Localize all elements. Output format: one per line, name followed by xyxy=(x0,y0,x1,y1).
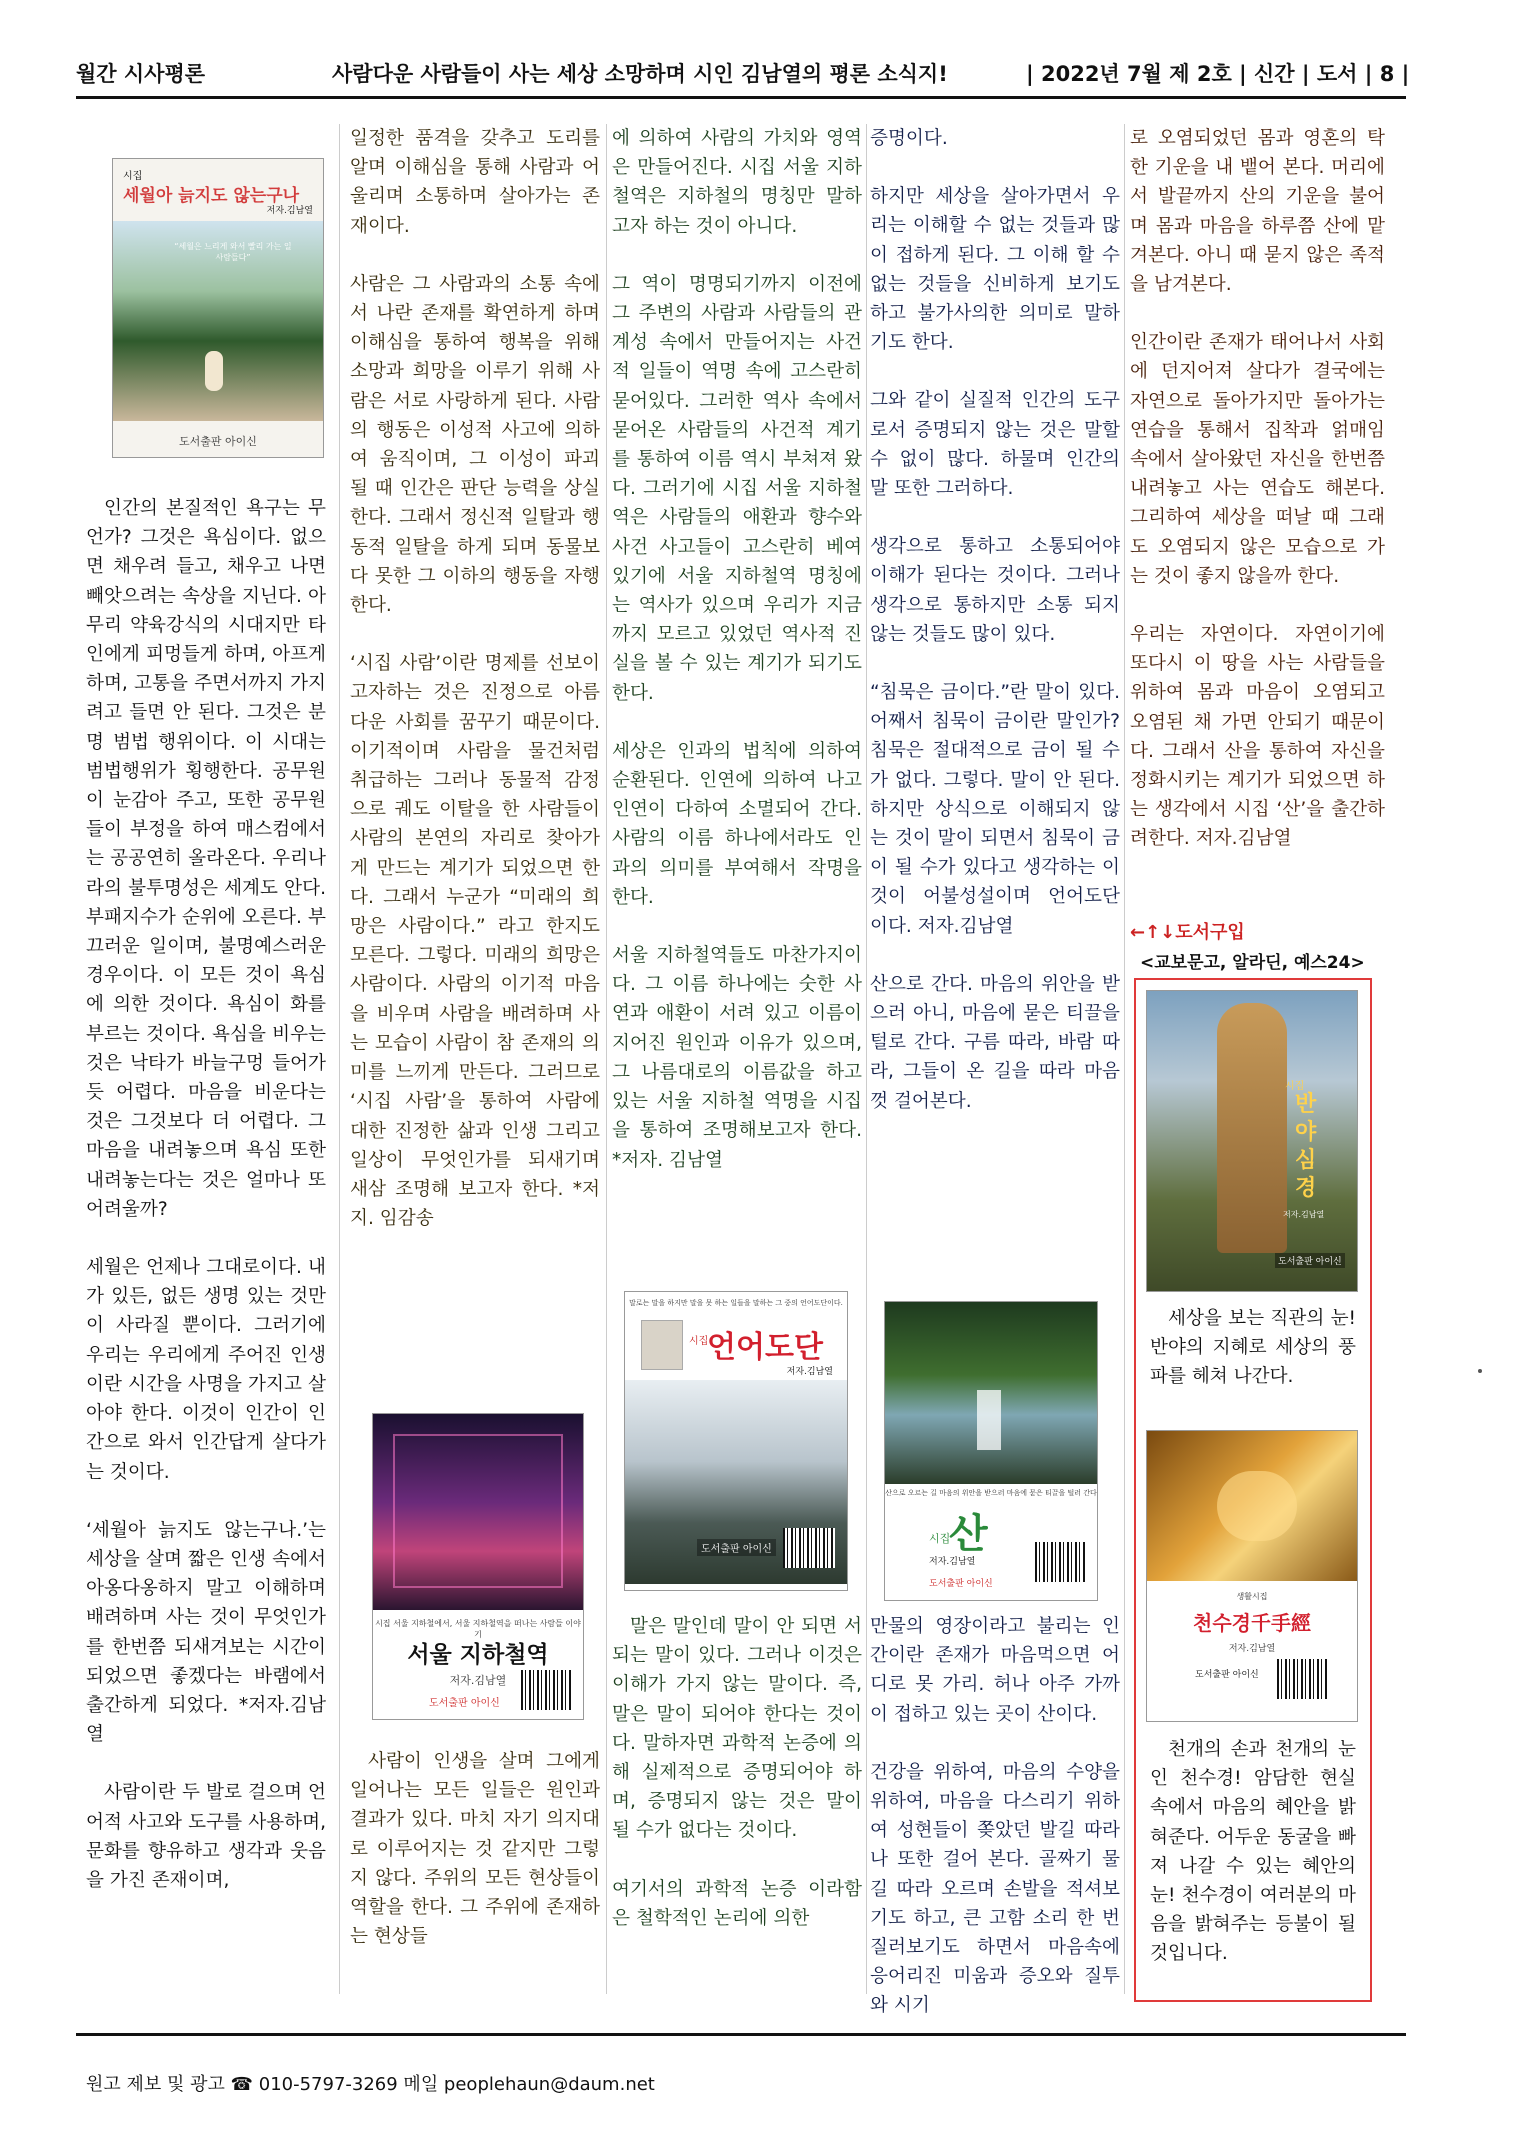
header-tagline: 사람다운 사람들이 사는 세상 소망하며 시인 김남열의 평론 소식지! xyxy=(332,62,948,86)
barcode xyxy=(521,1670,573,1710)
book-tag: 시집 xyxy=(123,171,143,182)
paragraph: 일정한 품격을 갖추고 도리를 알며 이해심을 통해 사람과 어울리며 소통하며 살아가는 존재이다. xyxy=(350,128,600,237)
column-divider xyxy=(339,124,340,1994)
paragraph: 로 오염되었던 몸과 영혼의 탁한 기운을 내 뱉어 본다. 머리에서 발끝까지 산의 기운을 불어며 몸과 마음을 하루쯤 산에 맡겨본다. 아니 때 묻지 않은 족적을 남겨본다. xyxy=(1130,128,1385,296)
paragraph: ‘세월아 늙지도 않는구나.’는 세상을 살며 짧은 인생 속에서 아옹다옹하지 말고 이해하며 배려하며 사는 것이 무엇인가를 한번쯤 되새겨보는 시간이 되었으면 좋겠다는 바램에서 출간하게 되었다. *저자.김남열 xyxy=(86,1519,326,1746)
golden-hand-image xyxy=(1147,1431,1357,1581)
book-publisher: 도서출판 아이신 xyxy=(1275,1253,1345,1268)
book-title: 천수경千手經 xyxy=(1193,1611,1311,1635)
barcode xyxy=(1277,1659,1329,1699)
column-1 xyxy=(86,494,326,1924)
paragraph: 사람이란 두 발로 걸으며 언어적 사고와 도구를 사용하며, 문화를 향유하고 생각과 웃음을 가진 존재이며, xyxy=(86,1782,326,1891)
paragraph: 하지만 세상을 살아가면서 우리는 이해할 수 없는 것들과 많이 접하게 된다. 그 이해 할 수 없는 것들을 신비하게 보기도 하고 불가사의한 의미로 말하기도 한다. xyxy=(870,186,1120,354)
book-author: 저자.김남열 xyxy=(786,1367,833,1377)
walking-woman-figure xyxy=(205,351,223,391)
book-tag: 시집 xyxy=(929,1532,951,1545)
header-rule xyxy=(76,96,1406,99)
paragraph: 세월은 언제나 그대로이다. 내가 있든, 없든 생명 있는 것만이 사라질 뿐이다. 그러기에 우리는 우리에게 주어진 인생이란 시간을 사명을 가지고 살아야 한다. 이것이 인간이 인간으로 와서 인간답게 살다가는 것이다. xyxy=(86,1257,326,1483)
author-photo xyxy=(641,1320,683,1370)
book-publisher: 도서출판 아이신 xyxy=(429,1698,500,1709)
column-5 xyxy=(1130,124,1385,883)
book-title: 서울 지하철역 xyxy=(407,1642,549,1668)
paragraph: 그 역이 명명되기까지 이전에 그 주변의 사람과 사람들의 관계성 속에서 만들어지는 사건적 일들이 역명 속에 고스란히 묻어있다. 그러한 역사 속에서 묻어온 사람들의 사건적 계기를 통하여 이름 역시 부쳐져 왔다. 그러기에 시집 서울 지하철역은 사람들의 애환과 향수와 사건 사고들이 고스란히 베여있기에 서울 지하철역 명칭에는 역사가 있으며 우리가 지금까지 모르고 있었던 역사적 진실을 볼 수 있는 계기가 되기도 한다. xyxy=(612,273,862,704)
book-cover-subway xyxy=(372,1413,584,1720)
paragraph: 그와 같이 실질적 인간의 도구로서 증명되지 않는 것은 말할 수 없이 많다. 하물며 인간의 말 또한 그러하다. xyxy=(870,390,1120,500)
paragraph: 인간이란 존재가 태어나서 사회에 던지어져 살다가 결국에는 자연으로 돌아가지만 돌아가는 연습을 통해서 집착과 얽매임 속에서 살아왔던 자신을 한번쯤 내려놓고 사는 연습도 해본다. 그리하여 세상을 떠날 때 그래도 오염되지 않은 모습으로 가는 것이 좋지 않을까 한다. xyxy=(1130,332,1385,587)
subway-car-outline xyxy=(393,1434,563,1588)
footer-contact: 원고 제보 및 광고 ☎ 010-5797-3269 메일 peoplehaun@daum.net xyxy=(86,2074,655,2095)
page-header xyxy=(76,56,1410,92)
book-title: 반야심경 xyxy=(1295,1092,1317,1201)
paragraph: 증명이다. xyxy=(870,128,948,149)
book-author: 저자.김남열 xyxy=(449,1674,507,1687)
column-divider xyxy=(606,124,607,1994)
column-4-bottom xyxy=(870,1612,1120,2050)
issue-info: | 2022년 7월 제 2호 | 신간 | 도서 | 8 | xyxy=(1026,62,1410,86)
book-tag: 시집 xyxy=(1285,1081,1305,1092)
book-tag: 생활시집 xyxy=(1236,1592,1268,1601)
paragraph: 에 의하여 사람의 가치와 영역은 만들어진다. 시집 서울 지하철역은 지하철의 명칭만 말하고자 하는 것이 아니다. xyxy=(612,128,862,237)
book-purchase-label: ←↑↓도서구입 xyxy=(1130,922,1245,943)
book-subtitle: 산으로 오르는 길 마음의 위안을 받으러 마음에 묻은 티끌을 털러 간다 xyxy=(885,1489,1097,1497)
buddha-figure xyxy=(1217,1003,1287,1253)
banya-caption: 세상을 보는 직관의 눈! 반야의 지혜로 세상의 풍파를 헤쳐 나간다. xyxy=(1150,1308,1356,1388)
publication-name: 월간 시사평론 xyxy=(76,62,206,86)
buddha-statue-image xyxy=(1147,991,1357,1291)
column-3 xyxy=(612,124,862,1204)
column-divider xyxy=(866,124,867,1994)
misty-mountain-image xyxy=(625,1380,847,1584)
book-publisher: 도서출판 아이신 xyxy=(1195,1670,1259,1680)
stray-dot xyxy=(1478,1369,1482,1373)
paragraph: 사람이 인생을 살며 그에게 일어나는 모든 일들은 원인과 결과가 있다. 마치 자기 의지대로 이루어지는 것 같지만 그렇지 않다. 주위의 모든 현상들이 역할을 한다. 그 주위에 존재하는 현상들 xyxy=(350,1751,600,1948)
footer-rule xyxy=(76,2033,1406,2036)
column-4 xyxy=(870,124,1120,1145)
book-cover-eoneodo xyxy=(624,1291,848,1591)
paragraph: 사람은 그 사람과의 소통 속에서 나란 존재를 확연하게 하며 이해심을 통하여 행복을 위해 소망과 희망을 이루기 위해 사람은 서로 사랑하게 된다. 사람의 행동은 이성적 사고에 의하여 움직이며, 그 이성이 파괴 될 때 인간은 판단 능력을 상실한다. 그래서 정신적 일탈과 행동적 일탈을 하게 되며 동물보다 못한 그 이하의 행동을 자행한다. xyxy=(350,273,600,617)
cypress-road-image xyxy=(113,221,323,421)
book-author: 저자.김남열 xyxy=(1228,1644,1276,1654)
book-author: 저자.김남열 xyxy=(1283,1210,1325,1219)
paragraph: 여기서의 과학적 논증 이라함은 철학적인 논리에 의한 xyxy=(612,1878,862,1929)
paragraph: 우리는 자연이다. 자연이기에 또다시 이 땅을 사는 사람들을 위하여 몸과 마음이 오염되고 오염된 채 가면 안되기 때문이다. 그래서 산을 통하여 자신을 정화시키는 계기가 되었으면 하는 생각에서 시집 ‘산’을 출간하려한다. 저자.김남열 xyxy=(1130,624,1385,850)
waterfall-shape xyxy=(977,1390,1001,1450)
book-publisher: 도서출판 아이신 xyxy=(929,1579,993,1589)
book-tagline: 말로는 말을 하지만 말을 못 하는 일들을 말하는 그 중의 언어도단이다. xyxy=(629,1299,843,1307)
book-title: 산 xyxy=(949,1511,988,1557)
book-subtitle: 시집 서울 지하철에서, 서울 지하철역을 떠나는 사람들 이야기 xyxy=(375,1619,581,1639)
book-cover-san xyxy=(884,1301,1098,1601)
book-publisher: 도서출판 아이신 xyxy=(697,1539,776,1556)
barcode xyxy=(783,1528,835,1568)
paragraph: 서울 지하철역들도 마찬가지이다. 그 이름 하나에는 숫한 사연과 애환이 서려 있고 이름이 지어진 원인과 이유가 있으며, 그 나름대로의 이름값을 하고 있는 서울 지하철 역명을 시집을 통하여 조명해보고자 한다. *저자. 김남열 xyxy=(612,945,862,1171)
column-2-bottom xyxy=(350,1747,600,1980)
column-3-bottom xyxy=(612,1612,862,1962)
paragraph: 만물의 영장이라고 불리는 인간이란 존재가 마음먹으면 어디로 못 가리. 허나 아주 가까이 접하고 있는 곳이 산이다. xyxy=(870,1616,1120,1725)
book-cover-banya xyxy=(1146,990,1358,1292)
paragraph: 산으로 간다. 마음의 위안을 받으러 아니, 마음에 묻은 티끌을 털로 간다. 구름 따라, 바람 따라, 그들이 온 길을 따라 마음껏 걸어본다. xyxy=(870,973,1120,1112)
book-author: 저자.김남열 xyxy=(266,206,313,216)
paragraph: 생각으로 통하고 소통되어야 이해가 된다는 것이다. 그러나 생각으로 통하지만 소통 되지 않는 것들도 많이 있다. xyxy=(870,536,1120,645)
book-publisher: 도서출판 아이신 xyxy=(179,435,257,448)
book-stores: <교보문고, 알라딘, 예스24> xyxy=(1140,953,1365,973)
barcode xyxy=(1035,1542,1087,1582)
waterfall-image xyxy=(885,1302,1097,1484)
paragraph: 말은 말인데 말이 안 되면 서 되는 말이 있다. 그러나 이것은 이해가 가지 않는 말이다. 즉, 말은 말이 되어야 한다는 것이다. 말하자면 과학적 논증에 의해 실제적으로 증명되어야 하며, 증명되지 않는 것은 말이 될 수가 없다는 것이다. xyxy=(612,1616,862,1842)
golden-hand-shape xyxy=(1217,1471,1297,1541)
column-divider xyxy=(1124,124,1125,1994)
subway-interior-image xyxy=(373,1414,583,1610)
cheonsu-caption: 천개의 손과 천개의 눈인 천수경! 암담한 현실 속에서 마음의 혜안을 밝혀준다. 어두운 동굴을 빠져 나갈 수 있는 혜안의 눈! 천수경이 여러분의 마음을 밝혀주는 등불이 될 것입니다. xyxy=(1150,1739,1356,1965)
paragraph: 세상은 인과의 법칙에 의하여 순환된다. 인연에 의하여 나고 인연이 다하여 소멸되어 간다. 사람의 이름 하나에서라도 인과의 의미를 부여해서 작명을 한다. xyxy=(612,740,862,908)
book-title: 세월아 늙지도 않는구나 xyxy=(123,186,300,206)
book-title: 언어도단 xyxy=(707,1330,823,1365)
paragraph: 인간의 본질적인 욕구는 무언가? 그것은 욕심이다. 없으면 채우려 들고, 채우고 나면 빼앗으려는 속상을 지닌다. 아무리 약육강식의 시대지만 타인에게 피멍들게 하며, 아프게 하며, 고통을 주면서까지 가지려고 들면 안 된다. 그것은 분명 범법 행위이다. 이 시대는 범법행위가 횡행한다. 공무원이 눈감아 주고, 또한 공무원들이 부정을 하여 매스컴에서는 공공연히 올라온다. 우리나라의 불투명성은 세계도 안다. 부패지수가 순위에 오른다. 부끄러운 일이며, 불명예스러운 경우이다. 이 모든 것이 욕심에 의한 것이다. 욕심이 화를 부르는 것이다. 욕심을 비우는 것은 낙타가 바늘구멍 들어가 듯 어렵다. 마음을 비운다는 것은 그것보다 더 어렵다. 그 마음을 내려놓으며 욕심 또한 내려놓는다는 것은 얼마나 또 어려울까? xyxy=(86,498,326,1220)
book-cover-cheonsu xyxy=(1146,1430,1358,1722)
paragraph: 건강을 위하여, 마음의 수양을 위하여, 마음을 다스리기 위하여 성현들이 쫒았던 발길 따라 나 또한 걸어 본다. 골짜기 물길 따라 오르며 손발을 적셔보기도 하고, 큰 고함 소리 한 번 질러보기도 하면서 마음속에 응어리진 미움과 증오와 질투와 시기 xyxy=(870,1761,1120,2017)
book-author: 저자.김남열 xyxy=(929,1557,976,1567)
column-2 xyxy=(350,124,600,1262)
book-tag: 시집 xyxy=(689,1336,709,1347)
book-cover-sewola xyxy=(112,158,324,458)
paragraph: “침묵은 금이다.”란 말이 있다. 어째서 침묵이 금이란 말인가? 침묵은 절대적으로 금이 될 수가 없다. 그렇다. 말이 안 된다. 하지만 상식으로 이해되지 않는 것이 말이 되면서 침묵이 금이 될 수가 있다고 생각하는 이것이 어불성설이며 언어도단 이다. 저자.김남열 xyxy=(870,682,1120,937)
paragraph: ‘시집 사람’이란 명제를 선보이고자하는 것은 진정으로 아름다운 사회를 꿈꾸기 때문이다. 이기적이며 사람을 물건처럼 취급하는 그러나 동물적 감정으로 궤도 이탈을 한 사람들이사람의 본연의 자리로 찾아가게 만드는 계기가 되었으면 한다. 그래서 누군가 “미래의 희망은 사람이다.” 라고 한지도 모른다. 그렇다. 미래의 희망은 사람이다. 사람의 이기적 마음을 비우며 사람을 배려하며 사는 모습이 사람이 참 존재의 의미를 느끼게 만든다. 그러므로 ‘시집 사람’을 통하여 사람에 대한 진정한 삶과 인생 그리고 일상이 무엇인가를 되새기며 새삼 조명해 보고자 한다. *저지. 임감송 xyxy=(350,653,600,1230)
book-subtitle: “세월은 느리게 와서 빨리 가는 일 사람들다” xyxy=(174,242,292,262)
